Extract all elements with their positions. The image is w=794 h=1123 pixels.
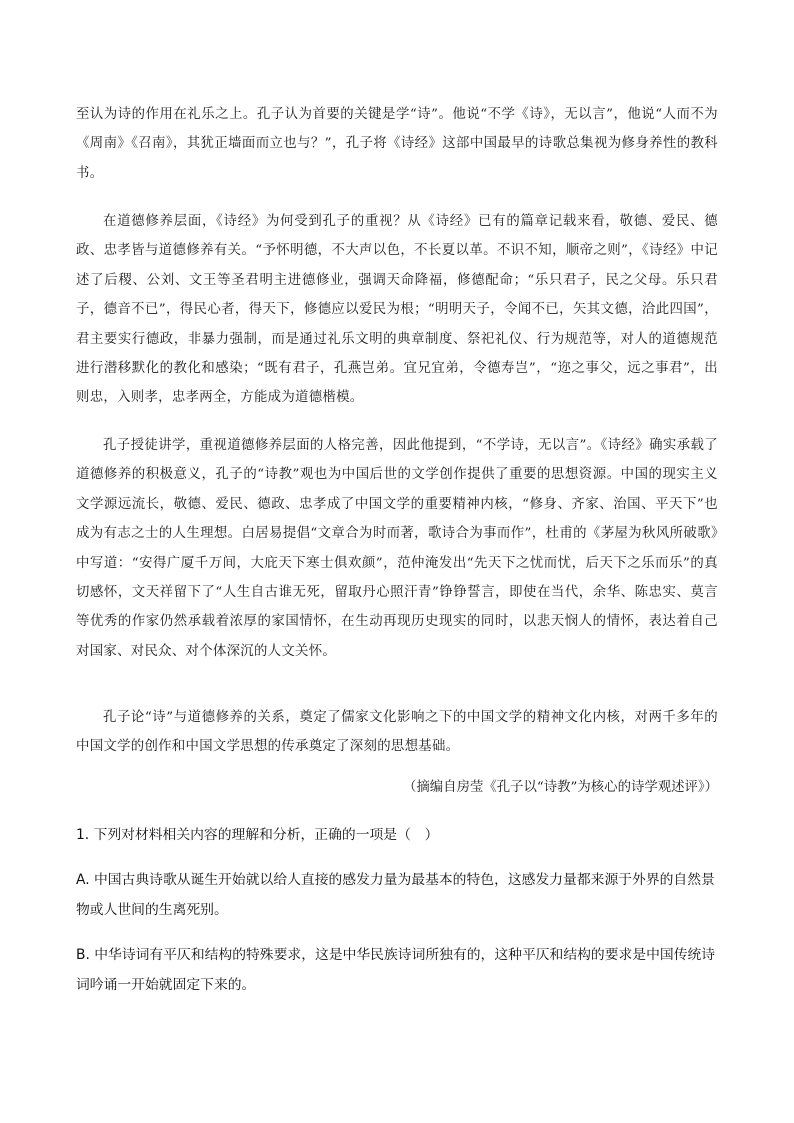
question-stem: 1. 下列对材料相关内容的理解和分析，正确的一项是（ ） [76, 827, 439, 843]
passage-paragraph-1: 至认为诗的作用在礼乐之上。孔子认为首要的关键是学“诗”。他说“不学《诗》，无以言”，他说“人而不为《周南》《召南》，其犹正墙面而立也与？”，孔子将《诗经》这部中国最早的诗歌总集视为修身养性的教科书。 [76, 107, 718, 181]
passage-paragraph-3: 孔子授徒讲学，重视道德修养层面的人格完善，因此他提到，“不学诗，无以言”。《诗经》确实承载了道德修养的积极意义，孔子的“诗教”观也为中国后世的文学创作提供了重要的思想资源。中国的现实主义文学源远流长，敬德、爱民、德政、忠孝成了中国文学的重要精神内核，“修身、齐家、治国、平天下”也成为有志之士的人生理想。白居易提倡“文章合为时而著，歌诗合为事而作”，杜甫的《茅屋为秋风所破歌》中写道：“安得广厦千万间，大庇天下寒士俱欢颜”，范仲淹发出“先天下之忧而忧，后天下之乐而乐”的真切感怀，文天祥留下了“人生自古谁无死，留取丹心照汗青”铮铮誓言，即使在当代，余华、陈忠实、莫言等优秀的作家仍然承载着浓厚的家国情怀，在生动再现历史现实的同时，以悲天悯人的情怀，表达着自己对国家、对民众、对个体深沉的人文关怀。 [76, 438, 718, 659]
question-option-a[interactable]: A. 中国古典诗歌从诞生开始就以给人直接的感发力量为最基本的特色，这感发力量都来源于外界的自然景物或人世间的生离死别。 [76, 872, 715, 918]
passage-source: （摘编自房莹《孔子以“诗教”为核心的诗学观述评》） [403, 780, 718, 795]
passage-paragraph-2: 在道德修养层面，《诗经》为何受到孔子的重视？从《诗经》已有的篇章记载来看，敬德、爱民、德政、忠孝皆与道德修养有关。“予怀明德，不大声以色，不长夏以革。不识不知，顺帝之则”，《诗经》中记述了后稷、公刘、文王等圣君明主进德修业，强调天命降福，修德配命；“乐只君子，民之父母。乐只君子，德音不已”，得民心者，得天下，修德应以爱民为根；“明明天子，令闻不已，矢其文德，洽此四国”，君主要实行德政，非暴力强制，而是通过礼乐文明的典章制度、祭祀礼仪、行为规范等，对人的道德规范进行潜移默化的教化和感染；“既有君子，孔燕岂弟。宜兄宜弟，令德寿岂”，“迩之事父，远之事君”，出则忠，入则孝，忠孝两全，方能成为道德楷模。 [76, 214, 718, 406]
question-option-b[interactable]: B. 中华诗词有平仄和结构的特殊要求，这是中华民族诗词所独有的，这种平仄和结构的要求是中国传统诗词吟诵一开始就固定下来的。 [76, 947, 716, 993]
passage-paragraph-4: 孔子论“诗”与道德修养的关系，奠定了儒家文化影响之下的中国文学的精神文化内核，对两千多年的中国文学的创作和中国文学思想的传承奠定了深刻的思想基础。 [76, 710, 718, 755]
